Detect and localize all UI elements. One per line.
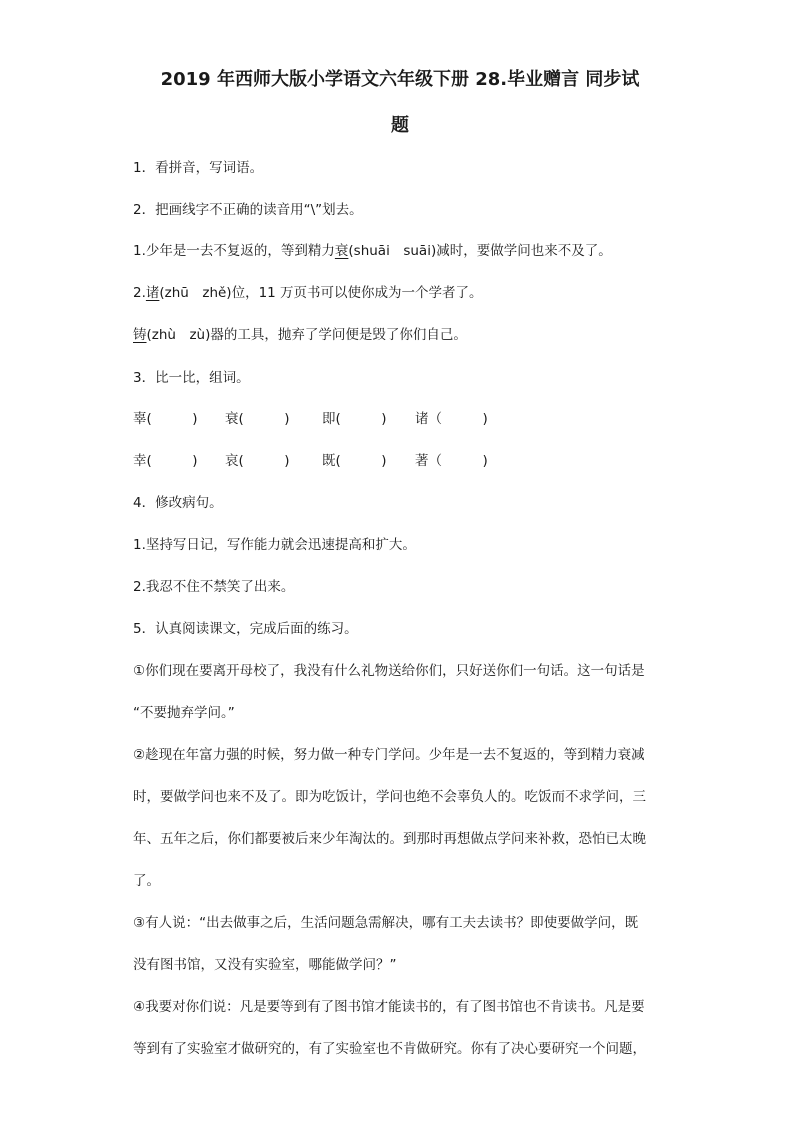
question-2-item-1 (133, 241, 678, 261)
item-text-after: 位，11 万页书可以使你成为一个学者了。 (231, 285, 483, 301)
passage-line: 了。 (133, 873, 160, 889)
compare-row-2 (133, 451, 678, 471)
compare-cell: 哀( ) (225, 453, 290, 469)
compare-cell: 即( ) (322, 411, 387, 427)
passage-line: 年、五年之后，你们都要被后来少年淘汰的。到那时再想做点学问来补救，恐怕已太晚 (133, 831, 646, 847)
passage-line: 等到有了实验室才做研究的，有了实验室也不肯做研究。你有了决心要研究一个问题， (133, 1041, 646, 1057)
passage-line: ②趁现在年富力强的时候，努力做一种专门学问。少年是一去不复返的，等到精力衰减 (133, 747, 645, 763)
pinyin-options: (shuāi suāi) (348, 243, 437, 259)
passage-line: ①你们现在要离开母校了，我没有什么礼物送给你们，只好送你们一句话。这一句话是 (133, 663, 645, 679)
question-4-item-2: 2.我忍不住不禁笑了出来。 (133, 579, 295, 595)
item-text-before: 1.少年是一去不复返的，等到精力 (133, 243, 335, 259)
compare-cell: 著（ ) (415, 453, 488, 469)
passage-line: 时，要做学问也来不及了。即为吃饭计，学问也绝不会辜负人的。吃饭而不求学问，三 (133, 789, 646, 805)
underlined-char: 衰 (334, 243, 349, 259)
question-4: 4．修改病句。 (133, 495, 223, 511)
passage-line: “不要抛弃学问。” (133, 705, 235, 721)
question-5: 5．认真阅读课文，完成后面的练习。 (133, 621, 358, 637)
passage-line: ③有人说：“出去做事之后，生活问题急需解决，哪有工夫去读书？即使要做学问，既 (133, 915, 639, 931)
underlined-char: 诸 (145, 285, 160, 301)
compare-cell: 诸（ ) (415, 411, 488, 427)
question-4-item-1: 1.坚持写日记，写作能力就会迅速提高和扩大。 (133, 537, 416, 553)
item-text-before: 2. (133, 285, 146, 301)
item-text-after: 减时，要做学问也来不及了。 (436, 243, 612, 259)
pinyin-options: (zhù zù) (146, 327, 211, 343)
question-1: 1．看拼音，写词语。 (133, 160, 264, 176)
question-2-item-2 (133, 283, 678, 303)
document-title-line-2: 题 (391, 115, 409, 136)
compare-cell: 幸( ) (133, 453, 198, 469)
question-2-item-3 (133, 325, 678, 345)
passage-line: ④我要对你们说：凡是要等到有了图书馆才能读书的，有了图书馆也不肯读书。凡是要 (133, 999, 645, 1015)
passage-line: 没有图书馆，又没有实验室，哪能做学问？” (133, 957, 397, 973)
compare-cell: 衰( ) (225, 411, 290, 427)
compare-cell: 辜( ) (133, 411, 198, 427)
compare-row-1 (133, 409, 678, 429)
question-3: 3．比一比，组词。 (133, 370, 250, 386)
underlined-char: 铸 (133, 327, 147, 343)
compare-cell: 既( ) (322, 453, 387, 469)
pinyin-options: (zhū zhě) (159, 285, 232, 301)
question-2: 2．把画线字不正确的读音用“\”划去。 (133, 202, 363, 218)
item-text-after: 器的工具，抛弃了学问便是毁了你们自己。 (210, 327, 467, 343)
document-title-line-1: 2019 年西师大版小学语文六年级下册 28.毕业赠言 同步试 (160, 69, 640, 90)
